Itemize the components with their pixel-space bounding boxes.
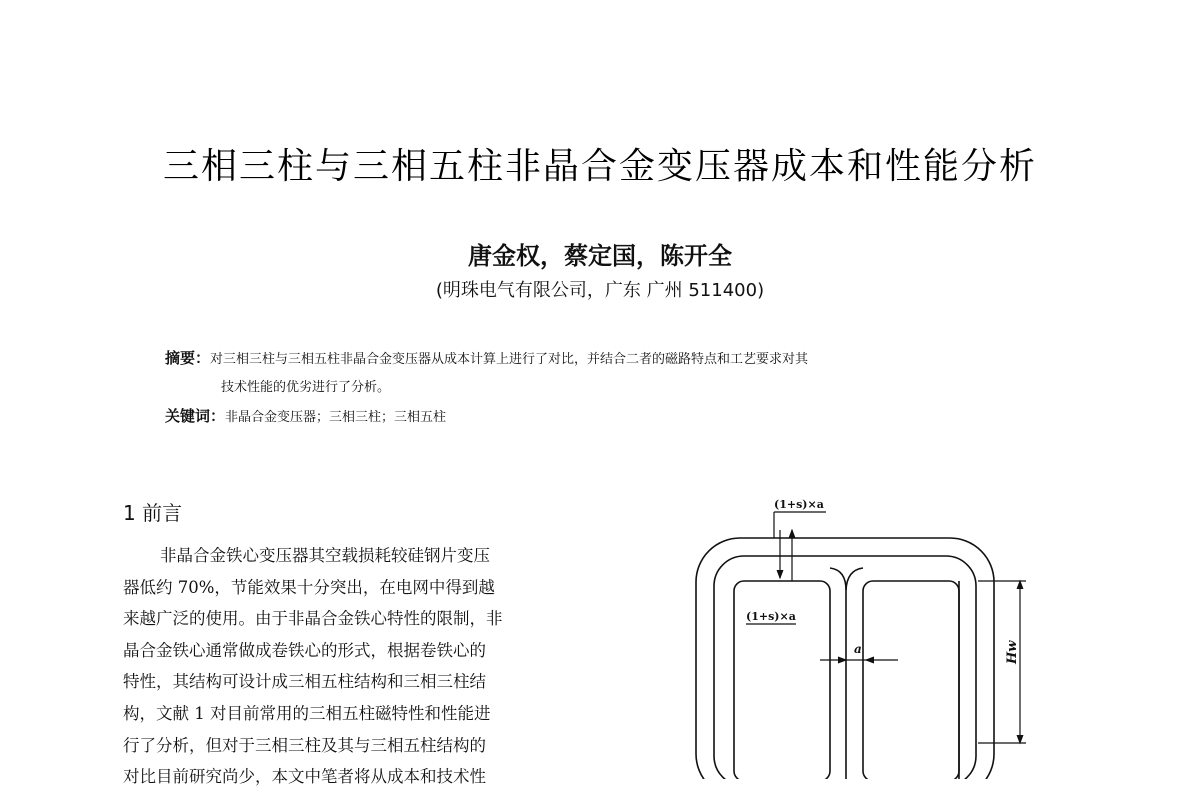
keywords-text: 非晶合金变压器；三相三柱；三相五柱 [225, 410, 447, 425]
abstract-label: 摘要： [165, 349, 211, 367]
abstract-block [165, 344, 1045, 432]
label-a: a [854, 642, 862, 656]
label-top-dimension: (1+s)×a [774, 498, 824, 511]
arrow-left [866, 657, 874, 663]
hw-arrow-down [1017, 735, 1023, 743]
abstract-text-1: 对三相三柱与三相五柱非晶合金变压器从成本计算上进行了对比，并结合二者的磁路特点和工艺要求对其 [210, 352, 809, 367]
section-heading: 1 前言 [123, 501, 183, 525]
core-outline-inner [714, 556, 976, 779]
abstract-line-1 [165, 344, 1045, 374]
hw-arrow-up [1017, 581, 1023, 589]
body-line: 对比目前研究尚少，本文中笔者将从成本和技术性 [123, 767, 486, 787]
body-line: 特性，其结构可设计成三相五柱结构和三相三柱结 [123, 672, 486, 692]
body-line: 非晶合金铁心变压器其空载损耗较硅钢片变压 [160, 546, 490, 565]
label-inner-dimension: (1+s)×a [746, 610, 796, 623]
center-limb-right [846, 568, 863, 590]
abstract-line-2: 技术性能的优劣进行了分析。 [221, 380, 391, 395]
arrow-up [789, 530, 795, 538]
arrow-right [838, 657, 846, 663]
center-limb-left [830, 568, 846, 779]
body-line: 行了分析，但对于三相三柱及其与三相五柱结构的 [123, 735, 486, 755]
keywords-label: 关键词： [165, 407, 226, 425]
core-diagram [680, 490, 1060, 779]
author-list: 唐金权，蔡定国，陈开全 [468, 241, 732, 270]
affiliation: (明珠电气有限公司，广东 广州 511400) [435, 280, 765, 301]
right-window [863, 581, 959, 779]
outer-core-outline [696, 538, 994, 779]
arrow-down [777, 570, 783, 578]
body-line: 晶合金铁心通常做成卷铁心的形式，根据卷铁心的 [123, 640, 486, 660]
paper-title: 三相三柱与三相五柱非晶合金变压器成本和性能分析 [162, 146, 1037, 187]
body-line: 构，文献 1 对目前常用的三相五柱磁特性和性能进 [123, 703, 491, 723]
body-line: 来越广泛的使用。由于非晶合金铁心特性的限制，非 [123, 609, 503, 629]
keywords-line [165, 402, 1045, 432]
body-paragraph [123, 540, 583, 793]
body-line: 器低约 70%，节能效果十分突出，在电网中得到越 [123, 577, 495, 597]
label-hw: Hw [1005, 640, 1020, 664]
